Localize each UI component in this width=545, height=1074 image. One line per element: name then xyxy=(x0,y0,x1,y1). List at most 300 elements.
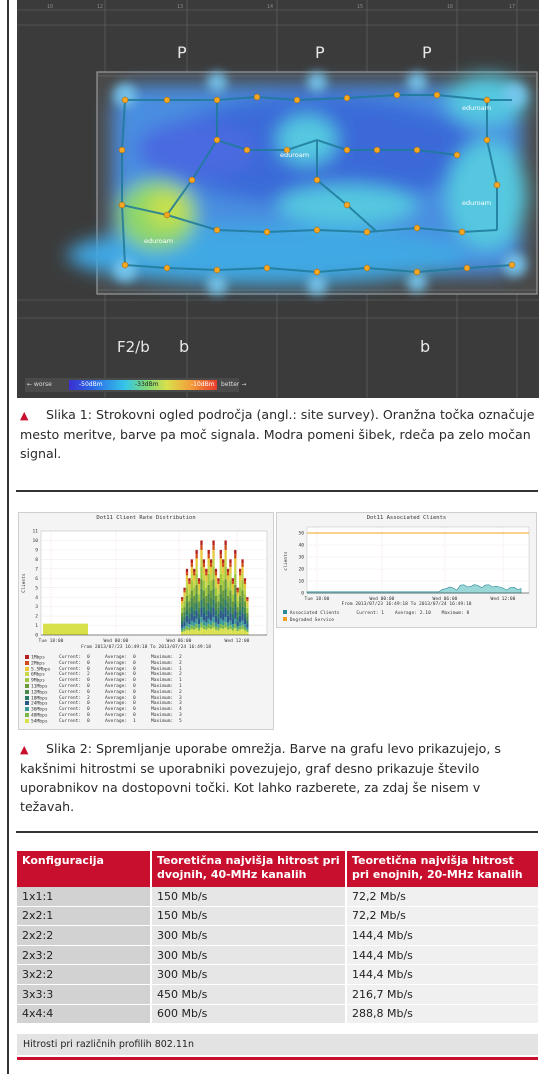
stack-segment xyxy=(234,585,236,594)
stack-segment xyxy=(203,590,205,598)
stack-segment xyxy=(205,572,207,575)
stack-segment xyxy=(188,602,190,608)
stack-segment xyxy=(212,540,214,545)
stack-segment xyxy=(210,574,212,581)
ap-label: eduroam xyxy=(144,237,174,245)
stack-segment xyxy=(241,563,243,567)
stack-segment xyxy=(244,614,246,619)
stack-segment xyxy=(188,578,190,581)
stack-segment xyxy=(239,622,241,626)
stack-segment xyxy=(181,599,183,601)
legend-better: better → xyxy=(221,381,247,388)
stack-segment xyxy=(241,621,243,626)
stack-segment xyxy=(234,604,236,611)
stack-segment xyxy=(186,581,188,587)
ap-label: eduroam xyxy=(462,104,492,112)
stack-segment xyxy=(224,550,226,559)
legend-row: 54Mbps Current: 0 Average: 1 Maximum: 5 xyxy=(25,719,48,725)
stack-segment xyxy=(232,624,234,627)
stack-segment xyxy=(208,624,210,628)
stack-segment xyxy=(227,587,229,596)
stack-segment xyxy=(232,630,234,635)
table-cell: 72,2 Mb/s xyxy=(346,887,538,906)
stack-segment xyxy=(222,567,224,574)
x-tick-label: Wed 06:00 xyxy=(432,597,458,602)
stack-segment xyxy=(195,593,197,603)
table-cell: 288,8 Mb/s xyxy=(346,1004,538,1023)
stack-segment xyxy=(208,619,210,624)
stack-segment xyxy=(234,554,236,558)
figure2-caption: ▲ Slika 2: Spremljanje uporabe omrežja. Barve na grafu levo prikazujejo, s kakšnimi hitrostmi se uporabniki povezujejo, graf desno prikazuje število uporabnikov na dostopovni točki. Kot lahko razberete, za zdaj še nisem v težavah. xyxy=(20,741,501,814)
x-tick-label: Wed 06:00 xyxy=(166,639,192,644)
y-tick-label: 1 xyxy=(35,624,38,630)
legend-name: 5.5Mbps xyxy=(31,667,51,673)
stack-segment xyxy=(234,558,236,566)
stack-segment xyxy=(191,574,193,581)
stack-segment xyxy=(237,618,239,622)
stack-segment xyxy=(186,622,188,626)
stack-segment xyxy=(227,603,229,611)
stack-segment xyxy=(183,618,185,622)
y-tick-label: 5 xyxy=(35,586,38,592)
signal-legend xyxy=(27,380,255,391)
stack-segment xyxy=(186,569,188,572)
stack-segment xyxy=(208,604,210,611)
table-cell: 150 Mb/s xyxy=(151,887,346,906)
stack-segment xyxy=(200,623,202,628)
stack-segment xyxy=(212,608,214,617)
legend-row: 6Mbps Current: 2 Average: 0 Maximum: 2 xyxy=(25,672,45,678)
stack-segment xyxy=(193,630,195,635)
stack-segment xyxy=(239,575,241,581)
stack-segment xyxy=(183,597,185,601)
legend-name: 9Mbps xyxy=(31,678,45,684)
stack-segment xyxy=(222,574,224,581)
stack-segment xyxy=(186,575,188,581)
stack-segment xyxy=(181,616,183,621)
x-tick-label: Wed 12:00 xyxy=(224,639,250,644)
rate-distribution-chart xyxy=(19,521,273,649)
stack-segment xyxy=(234,624,236,628)
table-cell: 144,4 Mb/s xyxy=(346,926,538,946)
stack-segment xyxy=(193,626,195,629)
stack-segment xyxy=(188,628,190,631)
table-cell: 2x3:2 xyxy=(17,945,151,965)
stack-segment xyxy=(212,567,214,579)
stack-segment xyxy=(229,563,231,567)
stack-segment xyxy=(205,622,207,626)
stack-segment xyxy=(183,601,185,607)
stack-segment xyxy=(237,629,239,631)
stack-segment xyxy=(208,593,210,603)
stack-segment xyxy=(229,581,231,591)
stack-segment xyxy=(222,629,224,635)
plan-sector-label: F2/b xyxy=(117,338,150,356)
stack-segment xyxy=(195,610,197,619)
stack-segment xyxy=(237,592,239,596)
table-row xyxy=(17,1004,538,1023)
stack-segment xyxy=(220,554,222,558)
stack-segment xyxy=(188,619,190,625)
stack-segment xyxy=(237,590,239,592)
x-tick-label: Tue 18:00 xyxy=(304,597,330,602)
stack-segment xyxy=(200,579,202,588)
table-row xyxy=(17,984,538,1004)
stack-segment xyxy=(195,628,197,635)
stack-segment xyxy=(244,619,246,625)
stack-segment xyxy=(217,607,219,614)
stack-segment xyxy=(229,598,231,607)
legend-degraded-service: Degraded Service xyxy=(283,617,334,623)
table-cell: 150 Mb/s xyxy=(151,906,346,926)
legend-swatch xyxy=(25,672,29,676)
table-row xyxy=(17,906,538,926)
legend-name: 6Mbps xyxy=(31,672,45,678)
stack-segment xyxy=(195,554,197,558)
legend-swatch xyxy=(25,684,29,688)
stack-segment xyxy=(244,578,246,581)
stack-segment xyxy=(215,630,217,635)
stack-segment xyxy=(181,601,183,604)
stack-segment xyxy=(198,589,200,594)
stack-segment xyxy=(186,611,188,616)
stack-segment xyxy=(203,563,205,567)
stack-segment xyxy=(220,550,222,554)
stack-segment xyxy=(234,574,236,585)
stack-segment xyxy=(217,602,219,608)
stack-segment xyxy=(229,567,231,574)
svg-text:10: 10 xyxy=(47,4,54,10)
y-tick-label: 8 xyxy=(35,557,38,563)
stack-segment xyxy=(198,578,200,581)
floor-plan-heatmap xyxy=(17,0,539,398)
stack-segment xyxy=(224,600,226,608)
stack-segment xyxy=(193,575,195,581)
stack-segment xyxy=(186,572,188,575)
stack-segment xyxy=(210,559,212,563)
stack-segment xyxy=(215,616,217,623)
stack-segment xyxy=(205,603,207,611)
legend-row: 11Mbps Current: 0 Average: 0 Maximum: 1 xyxy=(25,684,48,690)
table-cell: 3x2:2 xyxy=(17,965,151,985)
stack-segment xyxy=(220,558,222,566)
stack-segment xyxy=(212,617,214,623)
stack-segment xyxy=(246,628,248,630)
stack-segment xyxy=(188,581,190,584)
stack-segment xyxy=(222,563,224,567)
stack-segment xyxy=(224,567,226,579)
stack-segment xyxy=(229,607,231,613)
stack-segment xyxy=(198,628,200,631)
y-tick-label: 20 xyxy=(298,567,304,573)
stack-segment xyxy=(203,621,205,626)
stack-segment xyxy=(200,600,202,608)
stack-segment xyxy=(220,604,222,611)
chart-title: Dot11 Client Rate Distribution xyxy=(96,515,196,521)
stack-segment xyxy=(227,622,229,626)
stack-segment xyxy=(186,587,188,596)
stack-segment xyxy=(220,610,222,619)
stack-segment xyxy=(212,589,214,600)
stack-segment xyxy=(212,545,214,550)
stack-segment xyxy=(186,596,188,603)
stack-segment xyxy=(181,604,183,607)
stack-segment xyxy=(215,596,217,603)
stack-segment xyxy=(220,593,222,603)
chart-date-range: From 2013/07/23 16:49:18 To 2013/07/24 16:49:18 xyxy=(81,645,211,650)
legend-row: 12Mbps Current: 0 Average: 0 Maximum: 2 xyxy=(25,690,48,696)
stack-segment xyxy=(241,567,243,574)
stack-segment xyxy=(224,627,226,635)
stack-segment xyxy=(215,611,217,616)
stack-segment xyxy=(198,619,200,625)
stack-segment xyxy=(195,624,197,628)
x-tick-label: Wed 12:00 xyxy=(490,597,516,602)
legend-worse: ← worse xyxy=(27,381,52,388)
stack-segment xyxy=(241,629,243,635)
stack-segment xyxy=(208,554,210,558)
stack-segment xyxy=(220,585,222,594)
stack-segment xyxy=(210,563,212,567)
stack-segment xyxy=(215,575,217,581)
stack-segment xyxy=(237,601,239,607)
stack-segment xyxy=(244,630,246,635)
stack-segment xyxy=(227,572,229,575)
stack-segment xyxy=(232,619,234,625)
section-divider xyxy=(16,490,538,492)
stack-segment xyxy=(200,545,202,550)
stack-segment xyxy=(241,590,243,598)
stack-segment xyxy=(191,598,193,607)
stack-segment xyxy=(205,587,207,596)
stack-segment xyxy=(244,624,246,627)
stack-segment xyxy=(200,540,202,545)
stack-segment xyxy=(188,630,190,635)
y-tick-label: 3 xyxy=(35,605,38,611)
stack-segment xyxy=(200,627,202,635)
stack-segment xyxy=(198,624,200,627)
stack-segment xyxy=(186,603,188,611)
stack-segment xyxy=(227,581,229,587)
table-cell: 300 Mb/s xyxy=(151,945,346,965)
table-cell: 300 Mb/s xyxy=(151,926,346,946)
stack-segment xyxy=(193,611,195,616)
stack-segment xyxy=(246,604,248,607)
stack-segment xyxy=(191,629,193,635)
stack-segment xyxy=(208,610,210,619)
stack-segment xyxy=(193,572,195,575)
stack-segment xyxy=(200,608,202,617)
stack-segment xyxy=(203,613,205,621)
table-cell: 600 Mb/s xyxy=(151,1004,346,1023)
stack-segment xyxy=(198,630,200,635)
stack-segment xyxy=(198,607,200,614)
stack-segment xyxy=(181,628,183,630)
stack-segment xyxy=(191,613,193,621)
stack-segment xyxy=(203,607,205,613)
stack-segment xyxy=(193,569,195,572)
stack-segment xyxy=(195,558,197,566)
stack-segment xyxy=(222,607,224,613)
table-cell: 450 Mb/s xyxy=(151,984,346,1004)
chart-date-range: From 2013/07/23 16:49:18 To 2013/07/24 16:49:18 xyxy=(341,602,472,607)
stack-segment xyxy=(232,589,234,594)
legend-swatch xyxy=(25,707,29,711)
stack-segment xyxy=(188,594,190,601)
stack-segment xyxy=(241,598,243,607)
stack-segment xyxy=(200,589,202,600)
stack-segment xyxy=(205,581,207,587)
legend-swatch xyxy=(25,655,29,659)
stack-segment xyxy=(229,613,231,621)
stack-segment xyxy=(227,596,229,603)
table-header: Konfiguracija xyxy=(17,851,151,887)
stack-segment xyxy=(217,614,219,619)
y-tick-label: 11 xyxy=(32,529,38,535)
stack-segment xyxy=(200,558,202,567)
chart-title: Dot11 Associated Clients xyxy=(366,515,447,521)
stack-segment xyxy=(183,631,185,635)
stack-segment xyxy=(195,566,197,574)
stack-segment xyxy=(244,602,246,608)
stack-segment xyxy=(210,567,212,574)
stack-segment xyxy=(232,607,234,614)
legend-low: -50dBm xyxy=(79,381,103,388)
stack-segment xyxy=(246,597,248,599)
legend-swatch xyxy=(25,667,29,671)
stack-segment xyxy=(227,616,229,623)
stack-segment xyxy=(237,631,239,635)
stack-segment xyxy=(195,550,197,554)
legend-mid: -33dBm xyxy=(135,381,159,388)
y-tick-label: 4 xyxy=(35,595,38,601)
stack-segment xyxy=(239,569,241,572)
stack-segment xyxy=(227,611,229,616)
stack-segment xyxy=(241,574,243,581)
stack-segment xyxy=(229,574,231,581)
table-cell: 300 Mb/s xyxy=(151,965,346,985)
plan-mark-b: b xyxy=(179,337,190,356)
table-header: Teoretična najvišja hitrost pri enojnih, 20-MHz kanalih xyxy=(346,851,538,887)
stack-segment xyxy=(227,569,229,572)
stack-segment xyxy=(220,566,222,574)
stack-segment xyxy=(205,611,207,616)
stack-segment xyxy=(203,629,205,635)
stack-segment xyxy=(224,617,226,623)
stack-segment xyxy=(222,625,224,629)
stack-segment xyxy=(229,629,231,635)
svg-text:16: 16 xyxy=(447,4,454,10)
table-row xyxy=(17,945,538,965)
stack-segment xyxy=(193,622,195,626)
stack-segment xyxy=(241,607,243,613)
triangle-bullet-icon: ▲ xyxy=(20,743,29,756)
legend-name: 36Mbps xyxy=(31,707,48,713)
plot-area xyxy=(307,527,529,593)
stack-segment xyxy=(246,608,248,613)
stack-segment xyxy=(222,598,224,607)
stack-segment xyxy=(237,612,239,618)
stack-segment xyxy=(198,602,200,608)
stack-segment xyxy=(246,624,248,628)
stack-segment xyxy=(237,626,239,629)
table-cell: 144,4 Mb/s xyxy=(346,945,538,965)
stack-segment xyxy=(181,621,183,624)
associated-clients-chart xyxy=(277,521,536,605)
table-cell: 144,4 Mb/s xyxy=(346,965,538,985)
stack-segment xyxy=(222,613,224,621)
svg-text:13: 13 xyxy=(177,4,184,10)
stack-segment xyxy=(244,628,246,631)
legend-name: 12Mbps xyxy=(31,690,48,696)
legend-row: 5.5Mbps Current: 0 Average: 0 Maximum: 1 xyxy=(25,667,50,673)
stack-segment xyxy=(217,584,219,589)
stack-segment xyxy=(215,603,217,611)
legend-swatch xyxy=(25,719,29,723)
stack-segment xyxy=(186,630,188,635)
stack-segment xyxy=(224,540,226,545)
stack-segment xyxy=(246,601,248,604)
stack-segment xyxy=(234,593,236,603)
stack-segment xyxy=(217,624,219,627)
triangle-bullet-icon: ▲ xyxy=(20,409,29,422)
legend-name: 18Mbps xyxy=(31,696,48,702)
x-tick-label: Tue 18:00 xyxy=(38,639,64,644)
stack-segment xyxy=(234,619,236,624)
svg-text:15: 15 xyxy=(357,4,364,10)
stack-segment xyxy=(217,581,219,584)
stack-segment xyxy=(220,628,222,635)
stack-segment xyxy=(181,630,183,632)
stack-segment xyxy=(205,616,207,623)
plan-mark-p: P xyxy=(315,43,325,62)
stack-segment xyxy=(191,625,193,629)
stack-segment xyxy=(191,563,193,567)
stack-segment xyxy=(212,558,214,567)
table-cell: 4x4:4 xyxy=(17,1004,151,1023)
stack-segment xyxy=(198,594,200,601)
stack-segment xyxy=(224,608,226,617)
stack-segment xyxy=(210,607,212,613)
stack-segment xyxy=(246,613,248,617)
stack-segment xyxy=(181,608,183,613)
stack-segment xyxy=(188,607,190,614)
stack-segment xyxy=(244,594,246,601)
stack-segment xyxy=(229,590,231,598)
stack-segment xyxy=(237,597,239,601)
legend-row: 36Mbps Current: 0 Average: 0 Maximum: 4 xyxy=(25,707,48,713)
y-tick-label: 30 xyxy=(298,555,304,561)
svg-text:14: 14 xyxy=(267,4,274,10)
legend-name: 54Mbps xyxy=(31,719,48,725)
stack-segment xyxy=(181,632,183,635)
stack-segment xyxy=(203,559,205,563)
stack-segment xyxy=(191,567,193,574)
stack-segment xyxy=(229,559,231,563)
stack-segment xyxy=(188,584,190,589)
stack-segment xyxy=(183,588,185,590)
y-tick-label: 50 xyxy=(298,531,304,537)
stack-segment xyxy=(183,590,185,592)
y-axis-label: clients xyxy=(284,551,289,571)
stack-segment xyxy=(203,574,205,581)
stack-segment xyxy=(212,623,214,628)
stack-segment xyxy=(217,578,219,581)
stack-segment xyxy=(212,579,214,588)
stack-segment xyxy=(215,587,217,596)
stack-segment xyxy=(227,626,229,629)
table-cell: 1x1:1 xyxy=(17,887,151,906)
